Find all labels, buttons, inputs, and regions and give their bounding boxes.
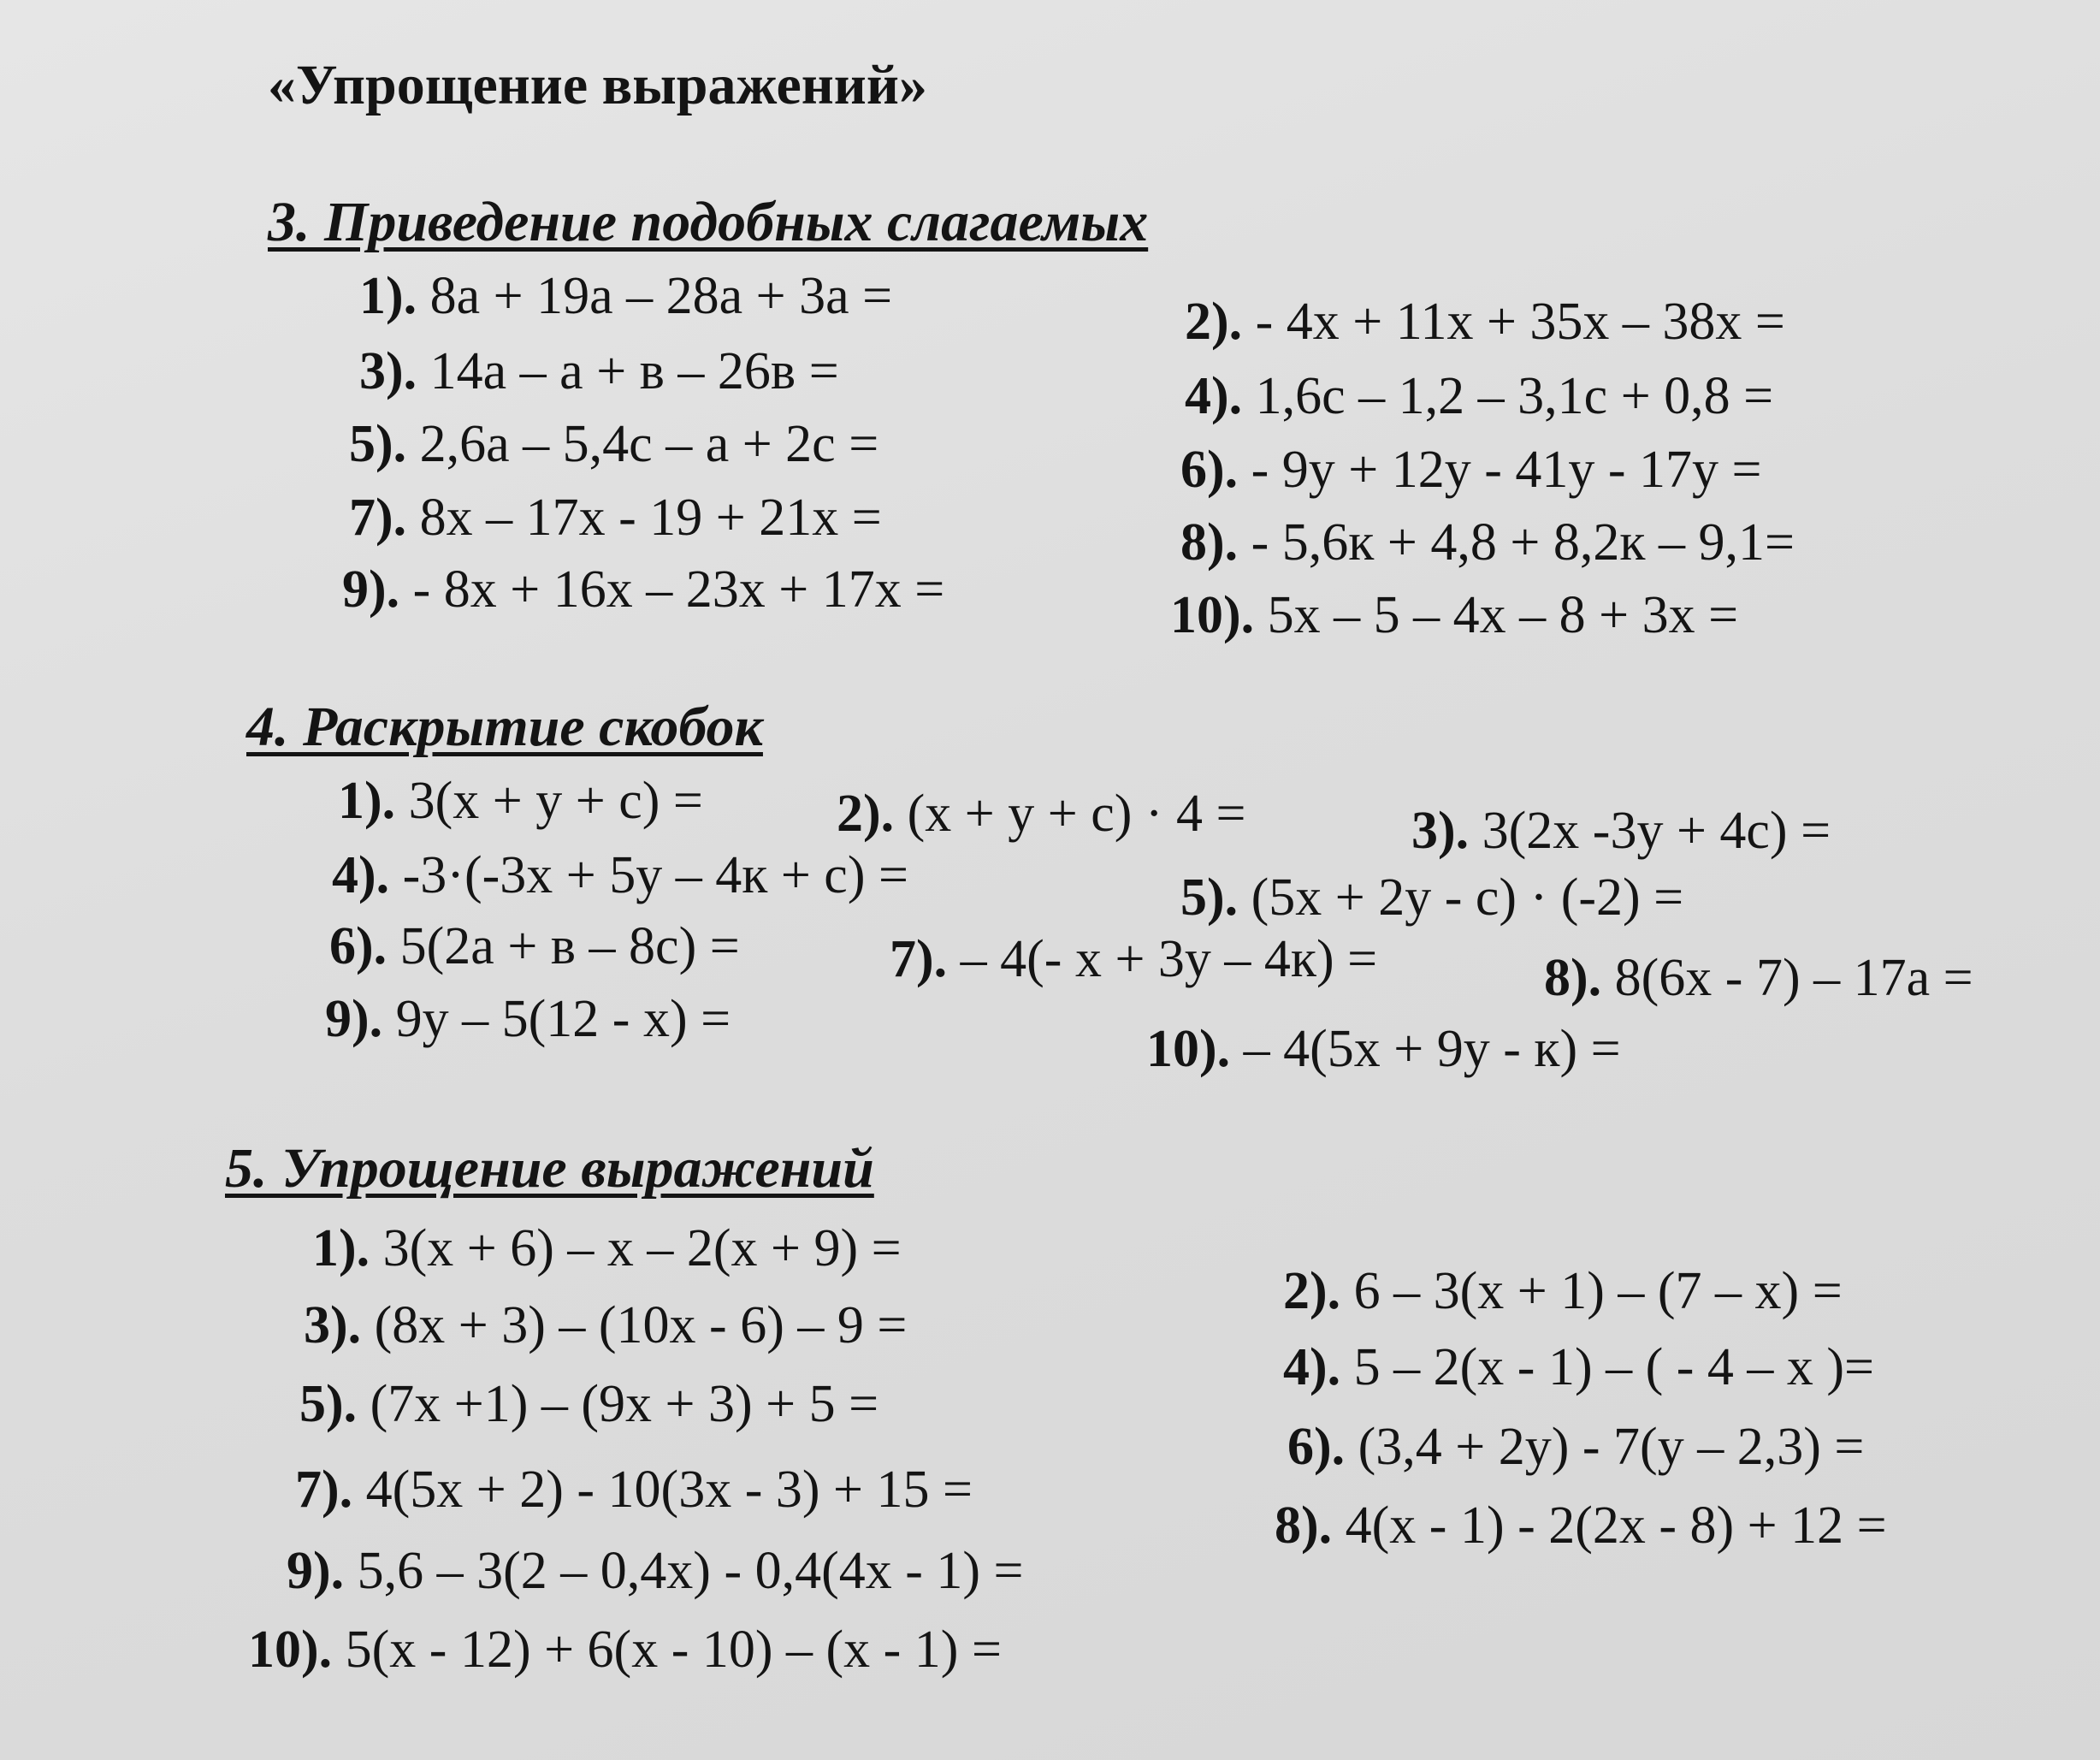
exercise-3-2: 2). - 4x + 11x + 35x – 38x = (1185, 293, 1785, 351)
exercise-3-10: 10). 5x – 5 – 4x – 8 + 3x = (1170, 586, 1739, 644)
exercise-5-1: 1). 3(x + 6) – x – 2(x + 9) = (312, 1219, 902, 1277)
exercise-4-2: 2). (x + y + c) · 4 = (837, 785, 1246, 843)
exercise-4-10: 10). – 4(5x + 9y - к) = (1146, 1020, 1621, 1078)
exercise-5-3: 3). (8x + 3) – (10x - 6) – 9 = (304, 1296, 908, 1354)
exercise-5-8: 8). 4(x - 1) - 2(2x - 8) + 12 = (1275, 1496, 1887, 1555)
exercise-4-7: 7). – 4(- x + 3y – 4к) = (890, 930, 1378, 988)
section-heading-3: 3. Приведение подобных слагаемых (268, 191, 1149, 253)
exercise-5-4: 4). 5 – 2(x - 1) – ( - 4 – x )= (1283, 1338, 1875, 1396)
worksheet-title: «Упрощение выражений» (268, 54, 927, 116)
section-heading-4: 4. Раскрытие скобок (246, 696, 763, 758)
exercise-3-3: 3). 14a – a + в – 26в = (359, 342, 839, 400)
exercise-4-9: 9). 9y – 5(12 - x) = (325, 990, 731, 1048)
exercise-3-7: 7). 8x – 17x - 19 + 21x = (349, 489, 882, 547)
exercise-4-1: 1). 3(x + y + c) = (338, 772, 703, 830)
exercise-5-9: 9). 5,6 – 3(2 – 0,4x) - 0,4(4x - 1) = (287, 1542, 1024, 1600)
exercise-3-9: 9). - 8x + 16x – 23x + 17x = (342, 560, 945, 619)
exercise-3-8: 8). - 5,6к + 4,8 + 8,2к – 9,1= (1180, 513, 1795, 572)
exercise-4-4: 4). -3·(-3x + 5y – 4к + c) = (332, 846, 908, 904)
exercise-5-6: 6). (3,4 + 2y) - 7(y – 2,3) = (1287, 1418, 1865, 1476)
section-heading-5: 5. Упрощение выражений (225, 1137, 874, 1200)
exercise-5-10: 10). 5(x - 12) + 6(x - 10) – (x - 1) = (248, 1621, 1002, 1679)
exercise-4-6: 6). 5(2a + в – 8c) = (329, 917, 740, 975)
exercise-5-5: 5). (7x +1) – (9x + 3) + 5 = (299, 1375, 879, 1433)
exercise-4-5: 5). (5x + 2y - c) · (-2) = (1180, 868, 1684, 927)
exercise-5-7: 7). 4(5x + 2) - 10(3x - 3) + 15 = (295, 1461, 973, 1519)
exercise-5-2: 2). 6 – 3(x + 1) – (7 – x) = (1283, 1262, 1843, 1320)
exercise-3-4: 4). 1,6c – 1,2 – 3,1c + 0,8 = (1185, 367, 1774, 425)
exercise-3-6: 6). - 9y + 12y - 41y - 17y = (1180, 441, 1762, 499)
exercise-4-3: 3). 3(2x -3y + 4c) = (1411, 802, 1831, 860)
exercise-3-5: 5). 2,6a – 5,4c – a + 2c = (349, 415, 879, 473)
exercise-3-1: 1). 8a + 19a – 28a + 3a = (359, 267, 893, 325)
exercise-4-8: 8). 8(6x - 7) – 17a = (1544, 949, 1973, 1007)
